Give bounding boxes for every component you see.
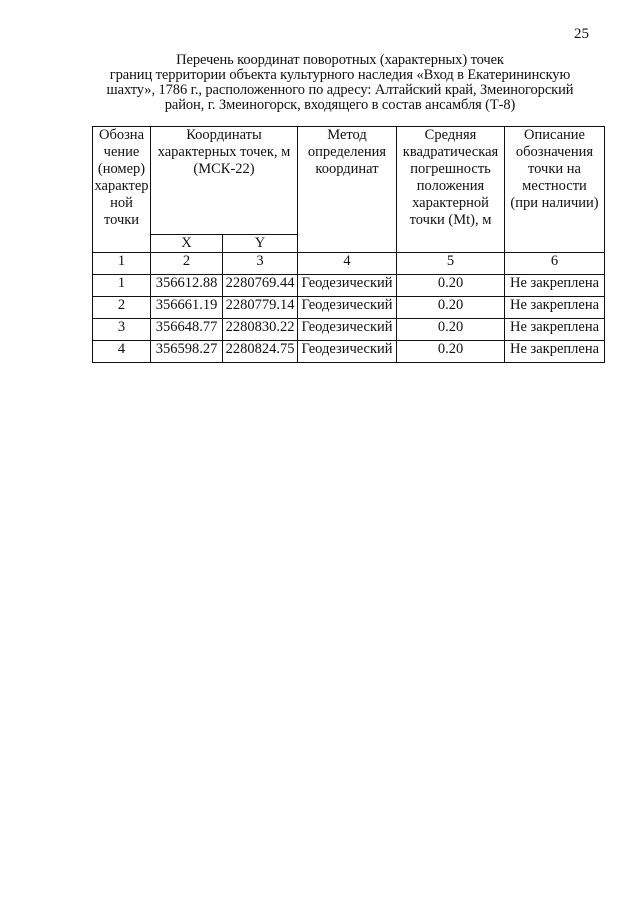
point-number: 1: [93, 275, 151, 297]
description: Не закреплена: [505, 275, 605, 297]
point-number: 2: [93, 297, 151, 319]
coord-y: 2280779.14: [223, 297, 298, 319]
coord-x: 356648.77: [151, 319, 223, 341]
point-number: 4: [93, 341, 151, 363]
method: Геодезический: [298, 341, 397, 363]
column-number: 1: [93, 253, 151, 275]
error: 0.20: [397, 319, 505, 341]
table-row: [93, 297, 605, 319]
title-line: район, г. Змеиногорск, входящего в состав ансамбля (Т-8): [164, 97, 516, 113]
header-coordinates: Координаты характерных точек, м (МСК-22): [151, 127, 298, 235]
column-number: 5: [397, 253, 505, 275]
error: 0.20: [397, 341, 505, 363]
method: Геодезический: [298, 297, 397, 319]
header-x: X: [151, 235, 223, 253]
coord-y: 2280824.75: [223, 341, 298, 363]
description: Не закреплена: [505, 297, 605, 319]
description: Не закреплена: [505, 341, 605, 363]
column-numbers-row: [93, 253, 605, 275]
column-number: 6: [505, 253, 605, 275]
error: 0.20: [397, 275, 505, 297]
method: Геодезический: [298, 319, 397, 341]
header-description: Описание обозначения точки на местности (при наличии): [505, 127, 605, 253]
column-number: 4: [298, 253, 397, 275]
coord-x: 356661.19: [151, 297, 223, 319]
title-line: границ территории объекта культурного наследия «Вход в Екатерининскую: [109, 67, 571, 83]
description: Не закреплена: [505, 319, 605, 341]
header-method: Метод определения координат: [298, 127, 397, 253]
column-number: 3: [223, 253, 298, 275]
table-row: [93, 341, 605, 363]
coord-y: 2280769.44: [223, 275, 298, 297]
error: 0.20: [397, 297, 505, 319]
point-number: 3: [93, 319, 151, 341]
coord-x: 356598.27: [151, 341, 223, 363]
method: Геодезический: [298, 275, 397, 297]
coord-x: 356612.88: [151, 275, 223, 297]
table-row: [93, 319, 605, 341]
title-line: Перечень координат поворотных (характерных) точек: [176, 52, 504, 68]
header-y: Y: [223, 235, 298, 253]
header-error: Средняя квадратическая погрешность положения характерной точки (Mt), м: [397, 127, 505, 253]
column-number: 2: [151, 253, 223, 275]
page-number: 25: [574, 26, 589, 42]
document-title: [60, 53, 620, 113]
header-point-number: Обозна чение (номер) характер ной точки: [93, 127, 151, 253]
coord-y: 2280830.22: [223, 319, 298, 341]
table-row: [93, 275, 605, 297]
title-line: шахту», 1786 г., расположенного по адресу: Алтайский край, Змеиногорский: [106, 82, 574, 98]
coordinates-table: [92, 126, 605, 363]
